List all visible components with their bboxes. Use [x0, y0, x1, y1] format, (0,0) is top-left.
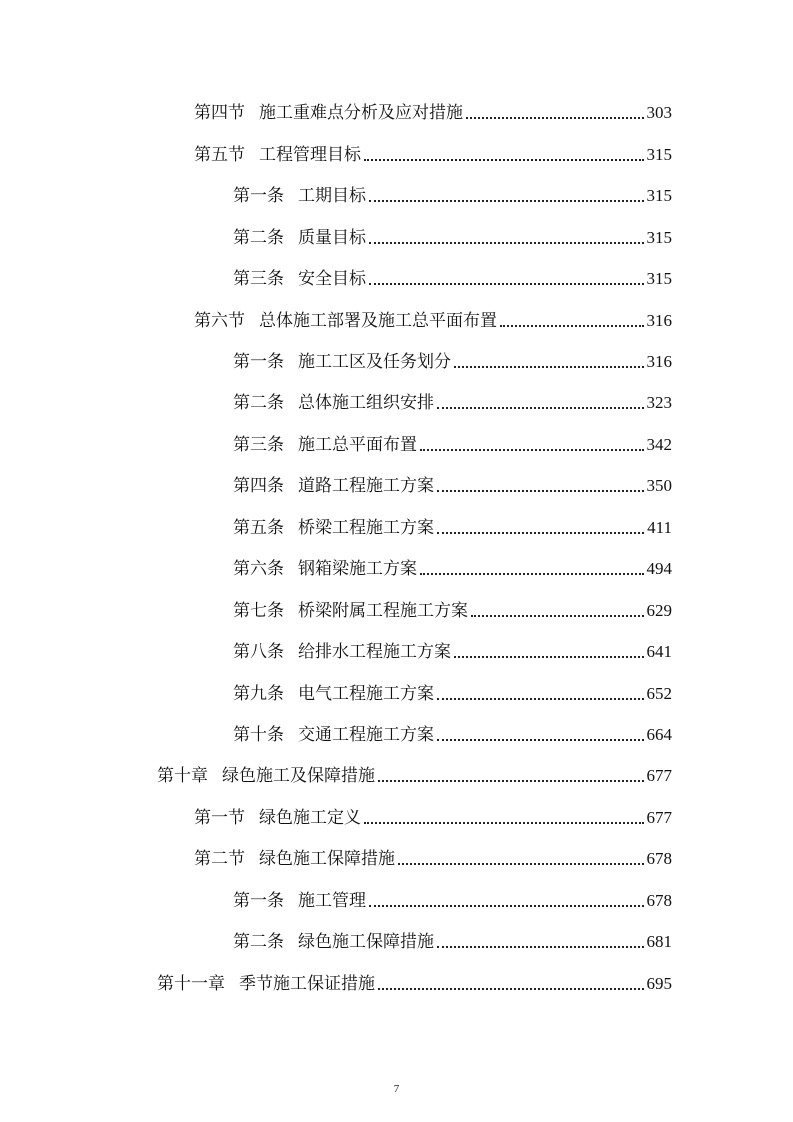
- dot-leader: [398, 863, 644, 865]
- toc-entry[interactable]: [233, 552, 672, 580]
- toc-entry-page: 316: [646, 352, 672, 371]
- toc-entry[interactable]: [233, 594, 672, 622]
- toc-entry[interactable]: [233, 884, 672, 912]
- toc-entry-number: 第一条: [233, 186, 284, 206]
- toc-entry-title: 钢箱梁施工方案: [298, 559, 417, 579]
- dot-leader: [454, 366, 644, 368]
- toc-entry-title: 交通工程施工方案: [298, 725, 434, 745]
- toc-entry[interactable]: [233, 677, 672, 705]
- toc-entry-number: 第一条: [233, 891, 284, 911]
- toc-entry-page: 652: [646, 684, 672, 703]
- toc-entry-number: 第二条: [233, 393, 284, 413]
- toc-entry-number: 第二条: [233, 228, 284, 248]
- dot-leader: [500, 325, 644, 327]
- toc-entry[interactable]: [233, 262, 672, 290]
- toc-entry[interactable]: [194, 801, 672, 829]
- toc-entry-title: 季节施工保证措施: [239, 974, 375, 994]
- toc-entry-page: 681: [646, 932, 672, 951]
- toc-entry-page: 677: [646, 808, 672, 827]
- dot-leader: [437, 532, 644, 534]
- toc-entry-title: 给排水工程施工方案: [298, 642, 451, 662]
- dot-leader: [364, 822, 644, 824]
- dot-leader: [437, 739, 644, 741]
- toc-entry[interactable]: [233, 345, 672, 373]
- toc-entry-number: 第七条: [233, 601, 284, 621]
- toc-entry-page: 411: [647, 518, 672, 537]
- toc-entry[interactable]: [157, 759, 672, 787]
- toc-entry-title: 绿色施工及保障措施: [222, 766, 375, 786]
- toc-entry-title: 工期目标: [298, 186, 366, 206]
- toc-entry-number: 第二条: [233, 932, 284, 952]
- toc-entry[interactable]: [233, 469, 672, 497]
- toc-entry-page: 494: [646, 559, 672, 578]
- dot-leader: [437, 407, 644, 409]
- toc-entry-title: 施工工区及任务划分: [298, 352, 451, 372]
- dot-leader: [369, 283, 644, 285]
- toc-entry-number: 第六条: [233, 559, 284, 579]
- toc-entry-number: 第四节: [194, 103, 245, 123]
- dot-leader: [378, 780, 644, 782]
- toc-entry[interactable]: [157, 967, 672, 995]
- toc-entry-page: 695: [646, 974, 672, 993]
- toc-entry[interactable]: [233, 179, 672, 207]
- toc-entry-title: 道路工程施工方案: [298, 476, 434, 496]
- toc-entry-page: 323: [646, 393, 672, 412]
- toc-entry-number: 第十条: [233, 725, 284, 745]
- dot-leader: [420, 449, 644, 451]
- toc-entry-title: 安全目标: [298, 269, 366, 289]
- toc-entry[interactable]: [233, 511, 672, 539]
- toc-entry-number: 第三条: [233, 269, 284, 289]
- dot-leader: [454, 656, 644, 658]
- toc-entry-number: 第三条: [233, 435, 284, 455]
- toc-entry[interactable]: [233, 718, 672, 746]
- toc-entry-title: 绿色施工保障措施: [298, 932, 434, 952]
- page-number: 7: [393, 1083, 400, 1095]
- toc-entry[interactable]: [194, 304, 672, 332]
- toc-entry-page: 315: [646, 145, 672, 164]
- toc-entry-number: 第四条: [233, 476, 284, 496]
- toc-entry-page: 315: [646, 269, 672, 288]
- toc-entry-title: 工程管理目标: [259, 145, 361, 165]
- toc-entry-number: 第一节: [194, 808, 245, 828]
- dot-leader: [437, 946, 644, 948]
- toc-entry-page: 664: [646, 725, 672, 744]
- toc-entry-page: 629: [646, 601, 672, 620]
- toc-entry-number: 第八条: [233, 642, 284, 662]
- toc-entry[interactable]: [194, 96, 672, 124]
- toc-entry-page: 316: [646, 311, 672, 330]
- toc-entry-number: 第六节: [194, 311, 245, 331]
- toc-entry-page: 350: [646, 476, 672, 495]
- toc-entry[interactable]: [233, 221, 672, 249]
- dot-leader: [471, 615, 644, 617]
- toc-entry[interactable]: [233, 635, 672, 663]
- toc-entry-title: 桥梁工程施工方案: [298, 518, 434, 538]
- toc-entry-page: 342: [646, 435, 672, 454]
- toc-entry-title: 绿色施工定义: [259, 808, 361, 828]
- toc-entry[interactable]: [233, 386, 672, 414]
- dot-leader: [369, 905, 644, 907]
- toc-entry[interactable]: [233, 925, 672, 953]
- toc-entry-title: 施工重难点分析及应对措施: [259, 103, 463, 123]
- dot-leader: [437, 698, 644, 700]
- toc-entry-title: 施工总平面布置: [298, 435, 417, 455]
- toc-entry-title: 绿色施工保障措施: [259, 849, 395, 869]
- toc-entry-number: 第五条: [233, 518, 284, 538]
- toc-entry-page: 315: [646, 186, 672, 205]
- dot-leader: [437, 490, 644, 492]
- dot-leader: [364, 159, 644, 161]
- toc-entry-page: 678: [646, 849, 672, 868]
- toc-entry-title: 质量目标: [298, 228, 366, 248]
- toc-entry-number: 第二节: [194, 849, 245, 869]
- toc-entry-title: 总体施工组织安排: [298, 393, 434, 413]
- toc-entry-number: 第九条: [233, 684, 284, 704]
- toc-entry-title: 施工管理: [298, 891, 366, 911]
- toc-entry-number: 第十一章: [157, 974, 225, 994]
- toc-entry[interactable]: [194, 842, 672, 870]
- toc-entry[interactable]: [194, 138, 672, 166]
- dot-leader: [466, 117, 644, 119]
- toc-entry-page: 677: [646, 766, 672, 785]
- dot-leader: [378, 988, 644, 990]
- toc-entry-page: 303: [646, 103, 672, 122]
- dot-leader: [369, 200, 644, 202]
- toc-entry-page: 678: [646, 891, 672, 910]
- toc-entry-number: 第一条: [233, 352, 284, 372]
- toc-entry-number: 第五节: [194, 145, 245, 165]
- toc-entry-title: 桥梁附属工程施工方案: [298, 601, 468, 621]
- toc-entry-page: 641: [646, 642, 672, 661]
- dot-leader: [420, 573, 644, 575]
- toc-entry-page: 315: [646, 228, 672, 247]
- toc-entry-title: 电气工程施工方案: [298, 684, 434, 704]
- toc-entry[interactable]: [233, 428, 672, 456]
- toc-entry-number: 第十章: [157, 766, 208, 786]
- toc-entry-title: 总体施工部署及施工总平面布置: [259, 311, 497, 331]
- dot-leader: [369, 242, 644, 244]
